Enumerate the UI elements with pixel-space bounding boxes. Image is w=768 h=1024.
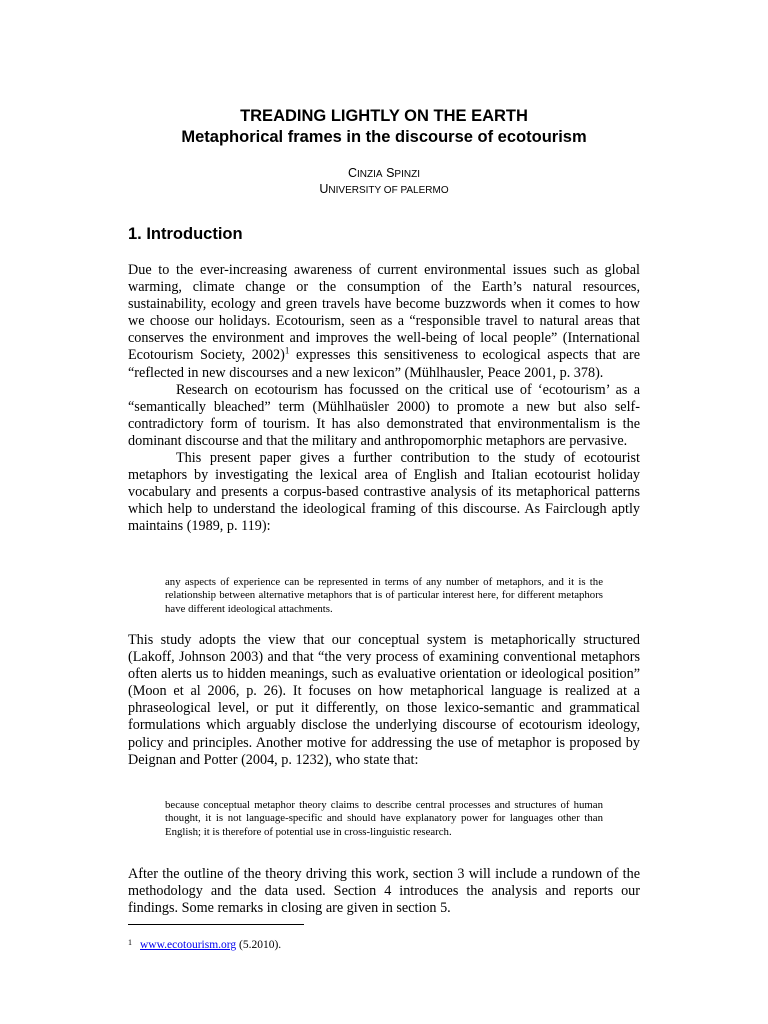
footnote <box>128 938 281 952</box>
paragraph-3: This present paper gives a further contribution to the study of ecotourist metaphors by investigating the lexical area of English and Italian ecotourist holiday vocabulary and presents a corpus-based contrastive analysis of its metaphorical patterns which help to understand the ideological framing of this discourse. As Fairclough aptly maintains (1989, p. 119): <box>128 450 640 535</box>
author-name: CINZIA SPINZI <box>348 166 420 180</box>
footnote-date: (5.2010). <box>236 939 282 951</box>
footnote-link[interactable]: www.ecotourism.org <box>140 939 237 951</box>
paper-subtitle: Metaphorical frames in the discourse of ecotourism <box>181 128 587 146</box>
title-block <box>0 106 768 148</box>
paragraph-4: This study adopts the view that our conceptual system is metaphorically structured (Lakoff, Johnson 2003) and that “the very process of examining conventional metaphors often alerts us to hidden meanings, such as evaluative orientation or ideological position” (Moon et al 2006, p. 26). It focuses on how metaphorical language is realized at a phraseological level, or put it differently, on those lexico-semantic and grammatical formulations which arguably disclose the underlying discourse of ecotourism ideology, policy and principles. Another motive for addressing the use of metaphor is proposed by Deignan and Potter (2004, p. 1232), who state that: <box>128 632 640 768</box>
footnote-ref[interactable]: 1 <box>284 345 290 356</box>
paragraph-5: After the outline of the theory driving this work, section 3 will include a rundown of the methodology and the data used. Section 4 introduces the analysis and reports our findings. Some remarks in closing are given in section 5. <box>128 866 640 917</box>
author-block <box>0 166 768 198</box>
paper-title: TREADING LIGHTLY ON THE EARTH <box>240 107 528 125</box>
block-quote-2: because conceptual metaphor theory claims to describe central processes and structures of human thought, it is not language-specific and should have explanatory power for languages other than English; it is therefore of potential use in cross-linguistic research. <box>165 799 603 838</box>
section-heading: 1. Introduction <box>128 225 243 243</box>
paragraph-1: Due to the ever-increasing awareness of current environmental issues such as global warming, climate change or the consumption of the Earth’s natural resources, sustainability, ecology and green travels have become buzzwords when it comes to how we choose our holidays. Ecotourism, seen as a “responsible travel to natural areas that conserves the environment and improves the well-being of local people” (International Ecotourism Society, 2002)$^1$ expresses this sensitiveness to ecological aspects that are “reflected in new discourses and a new lexicon” (Mühlhausler, Peace 2001, p. 378). <box>128 262 640 381</box>
block-quote-1: any aspects of experience can be represented in terms of any number of metaphors, and it is the relationship between alternative metaphors that is of particular interest here, for different metaphors have different ideological attachments. <box>165 576 603 615</box>
author-affiliation: UNIVERSITY OF PALERMO <box>319 182 449 196</box>
footnote-number: 1 <box>128 938 132 947</box>
footnote-divider <box>128 924 304 925</box>
paragraph-2: Research on ecotourism has focussed on the critical use of ‘ecotourism’ as a “semantically bleached” term (Mühlhaüsler 2000) to promote a new but also self-contradictory form of tourism. It has also demonstrated that environmentalism is the dominant discourse and that the military and anthropomorphic metaphors are pervasive. <box>128 381 640 449</box>
intro-paragraphs <box>128 262 640 536</box>
